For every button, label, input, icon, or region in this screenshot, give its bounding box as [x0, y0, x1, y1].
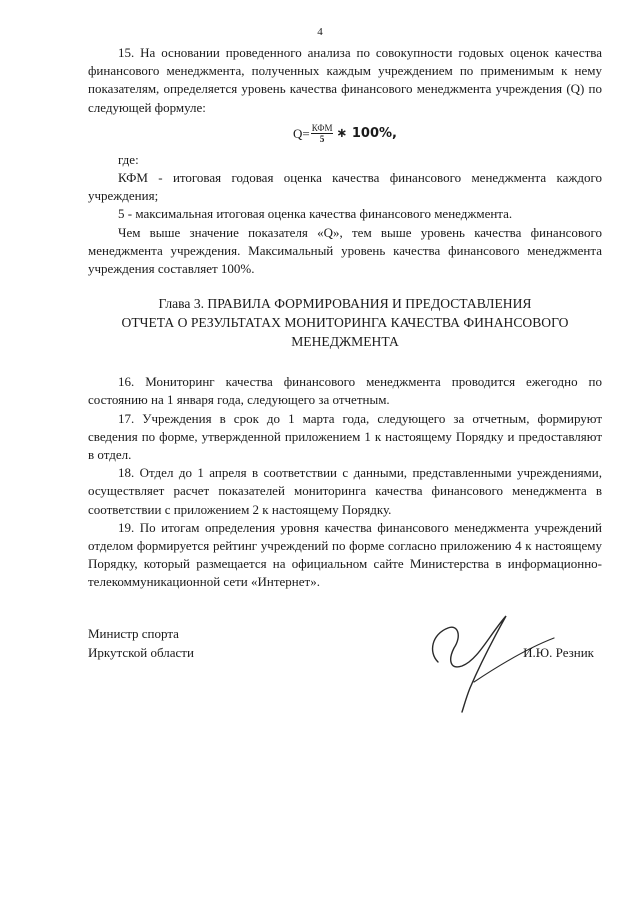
kfm-definition: КФМ - итоговая годовая оценка качества финансового менеджмента каждого учреждения; [88, 170, 602, 204]
paragraph-16: 16. Мониторинг качества финансового менеджмента проводится ежегодно по состоянию на 1 января года, следующего за отчетным. [88, 374, 602, 408]
page-number: 4 [317, 26, 323, 38]
quality-formula [88, 117, 602, 151]
signatory-title-line-2: Иркутской области [88, 645, 194, 660]
signatory-title-line-1: Министр спорта [88, 626, 179, 641]
chapter-title [88, 294, 602, 351]
paragraph-18: 18. Отдел до 1 апреля в соответствии с данными, представленными учреждениями, осуществляет расчет показателей мониторинга качества финансового менеджмента в соответствии с приложением 2 к настоящему Порядку. [88, 465, 602, 517]
higher-q-paragraph: Чем выше значение показателя «Q», тем выше уровень качества финансового менеджмента учреждения. Максимальный уровень качества финансового менеджмента учреждения составляет 100%. [88, 224, 602, 277]
five-definition: 5 - максимальная итоговая оценка качества финансового менеджмента. [118, 206, 513, 222]
document-body [88, 44, 602, 592]
chapter-title-line-3: МЕНЕДЖМЕНТА [291, 334, 399, 350]
signature-block [88, 624, 602, 724]
formula-lhs: Q= [293, 125, 310, 141]
chapter-title-line-1: Глава 3. ПРАВИЛА ФОРМИРОВАНИЯ И ПРЕДОСТАВЛЕНИЯ [158, 296, 532, 312]
signatory-name: И.Ю. Резник [523, 645, 594, 660]
where-label: где: [118, 151, 139, 167]
formula-multiplier: ∗ 100%, [336, 125, 397, 141]
formula-denominator: 5 [319, 134, 325, 145]
formula-numerator: КФМ [311, 123, 333, 134]
formula-fraction [311, 123, 334, 144]
chapter-title-line-2: ОТЧЕТА О РЕЗУЛЬТАТАХ МОНИТОРИНГА КАЧЕСТВА ФИНАНСОВОГО [121, 315, 569, 331]
paragraph-17: 17. Учреждения в срок до 1 марта года, следующего за отчетным, формируют сведения по форме, утвержденной приложением 1 к настоящему Порядку и предоставляют в отдел. [88, 410, 602, 463]
paragraph-19: 19. По итогам определения уровня качества финансового менеджмента учреждений отделом формируется рейтинг учреждений по форме согласно приложению 4 к настоящему Порядку, который размещается на официальном сайте Министерства в информационно-телекоммуникационной сети «Интернет». [88, 519, 602, 590]
signatory-title [88, 624, 194, 662]
paragraph-15: 15. На основании проведенного анализа по совокупности годовых оценок качества финансового менеджмента, полученных каждым учреждением по применимым к нему показателям, определяется уровень качества финансового менеджмента учреждения (Q) по следующей формуле: [88, 45, 602, 115]
